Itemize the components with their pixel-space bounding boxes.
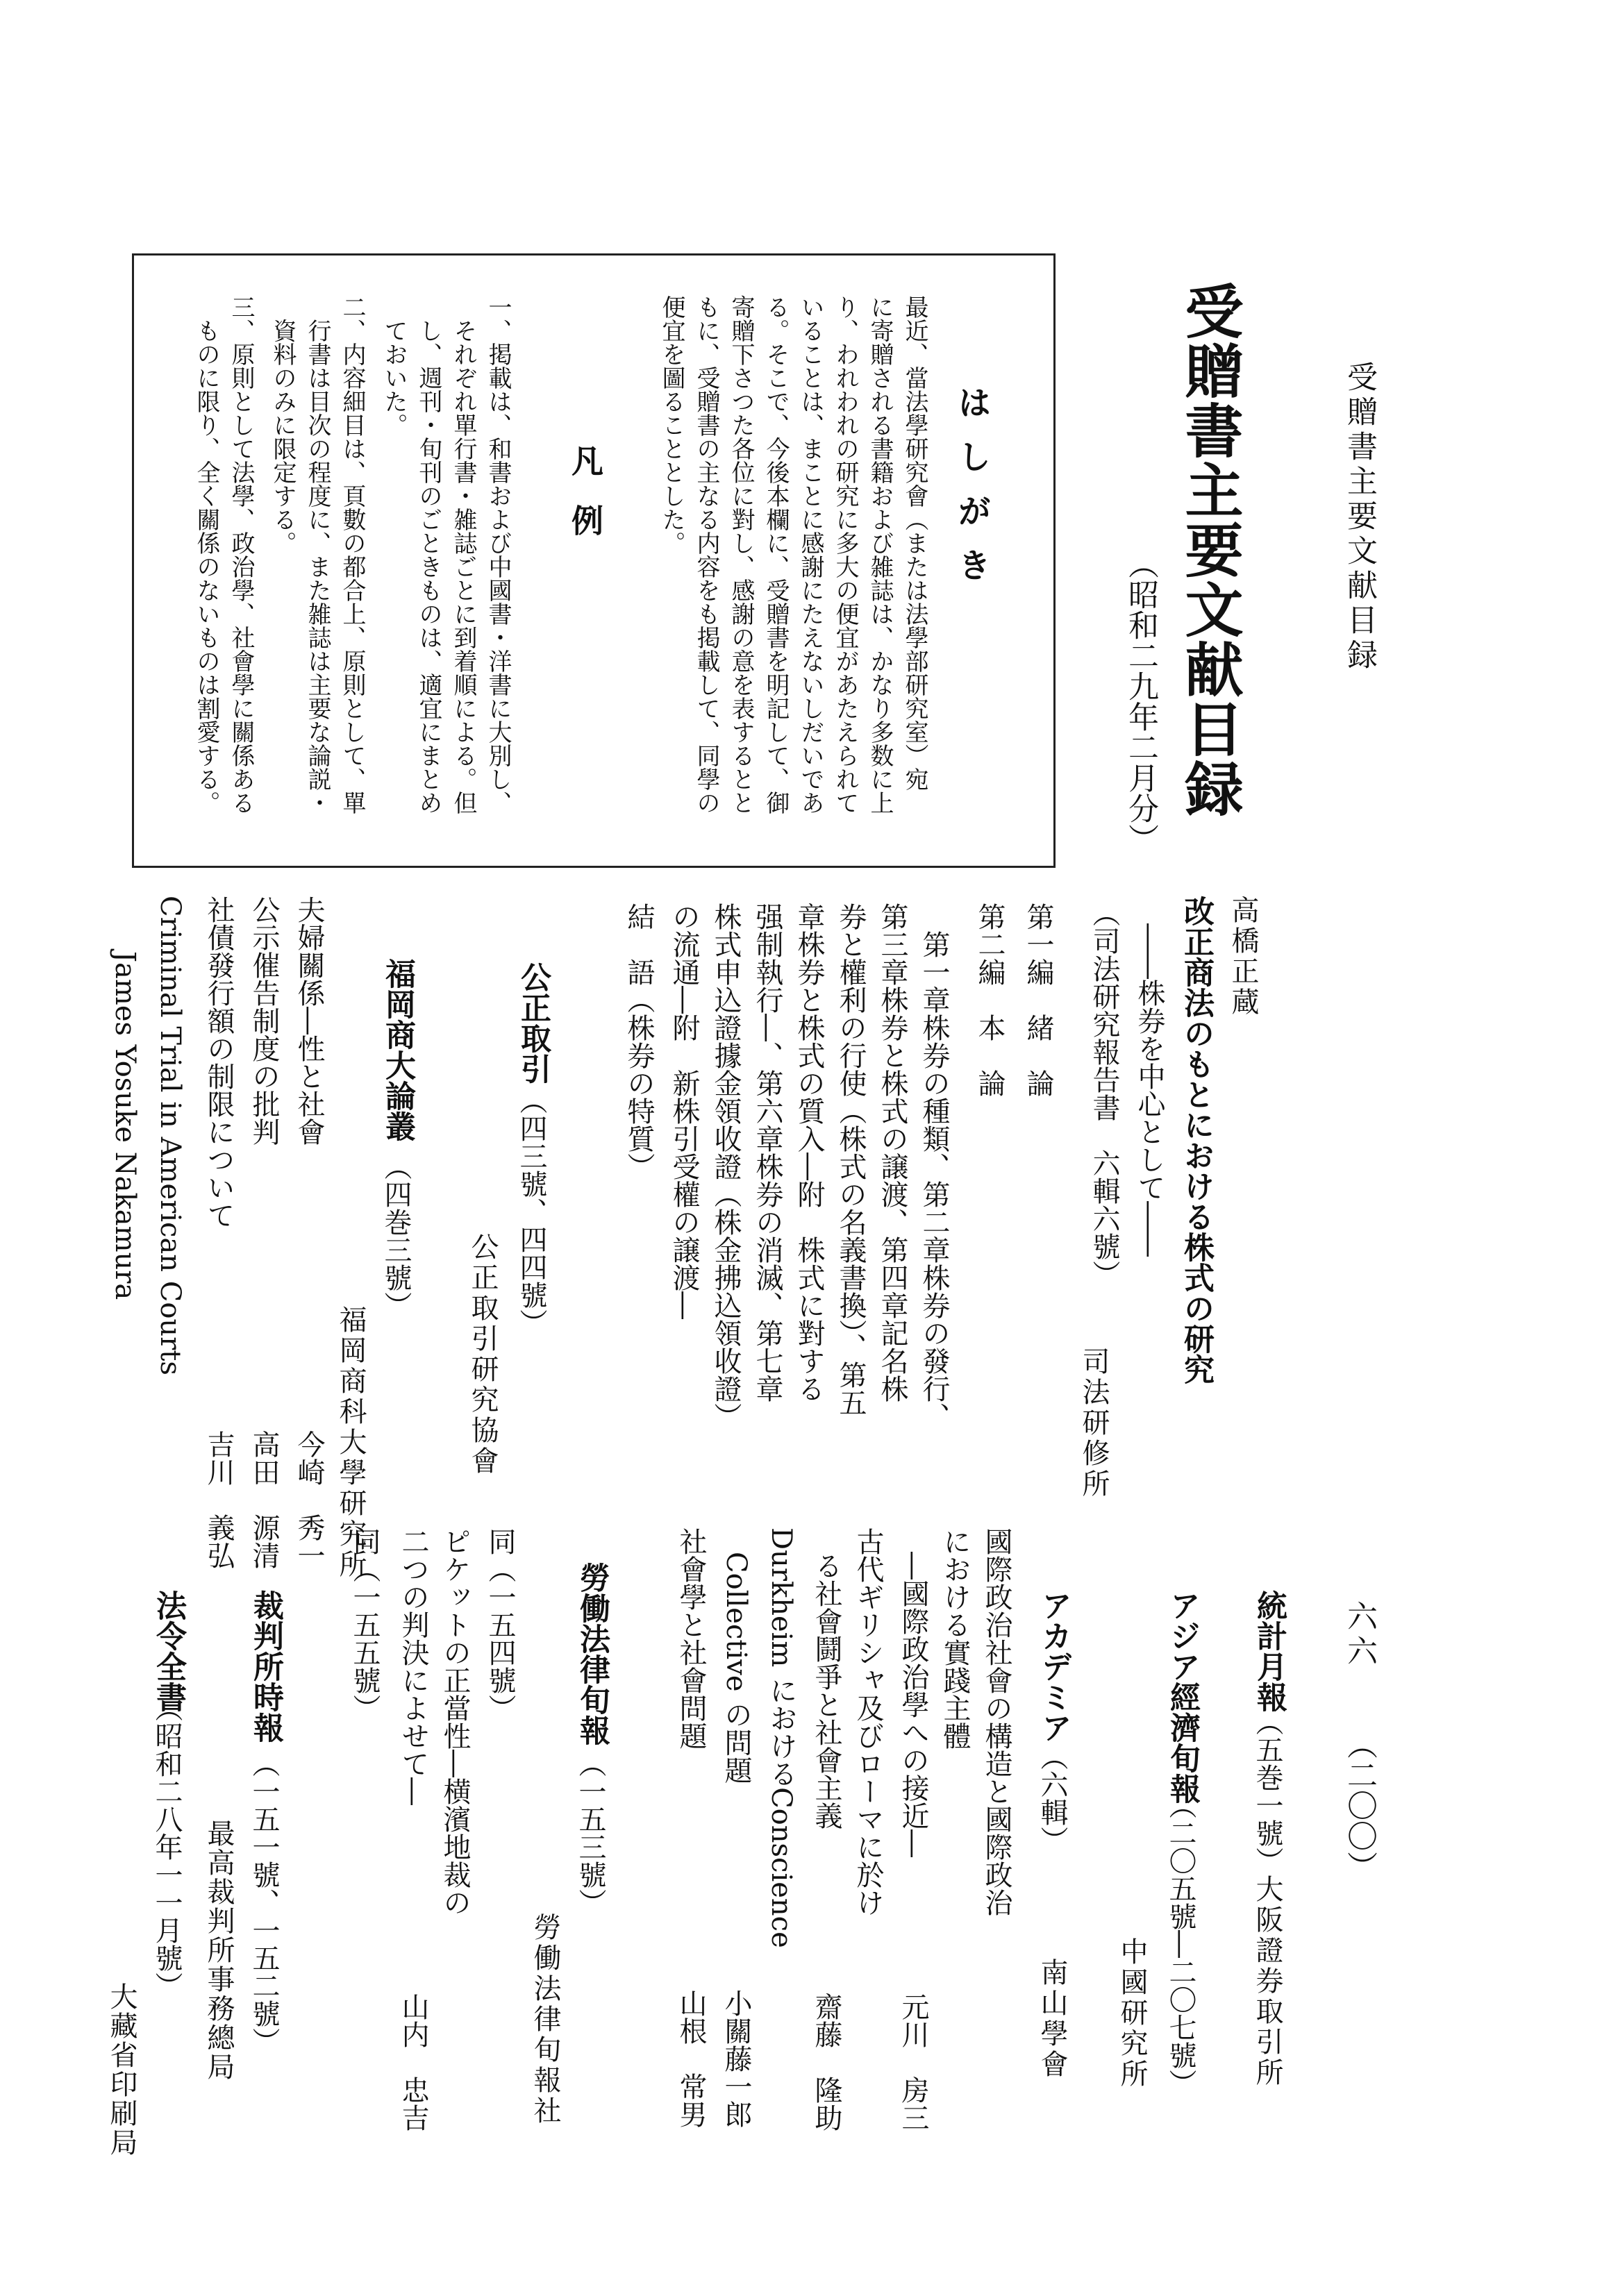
journal-hourei-issue: （昭和二八年一一月號） [151,1694,183,2000]
hanrei-line: 一、掲載は、和書および中國書・洋書に大別し、 [484,295,512,814]
running-title: 受贈書主要文献目録 [1342,361,1377,673]
article-author: 高田 源清 [248,1430,280,1569]
roudou-item-line: 同（一五四號） [484,1527,516,1722]
hanrei-line: ておいた。 [380,295,408,437]
academia-article-line: における實踐主體 [939,1527,971,1750]
book-subtitle: ――株券を中心として―― [1133,923,1165,1257]
hanrei-line: 行書は目次の程度に、また雑誌は主要な論説・ [303,295,331,814]
journal-academia-name: アカデミア [1036,1590,1071,1743]
main-title: 受贈書主要文献目録 [1176,281,1244,819]
hanrei-line: ものに限り、全く關係のないものは割愛する。 [192,295,220,814]
hashigaki-line: いることは、まことに感謝にたえないしだいであ [797,295,824,814]
academia-article-line: Collective の問題 [720,1552,752,1784]
hanrei-heading: 凡例 [567,444,604,564]
article-author: James Yosuke Nakamura [109,951,141,1300]
journal-roudou-issue: （一五三號） [574,1750,606,1916]
book-contents-line: 結 語（株券の特質） [623,903,655,1180]
journal-kousei-publisher: 公正取引研究協會 [467,1232,499,1477]
journal-asia-name: アジア經濟旬報 [1165,1590,1200,1804]
article-title: 公示催告制度の批判 [248,896,280,1146]
journal-fukuoka-issue: （四巻三號） [380,1153,412,1319]
journal-toukei-name: 統計月報 [1251,1590,1287,1712]
academia-article-line: Durkheim におけるConscience [765,1527,797,1948]
main-title-period: （昭和二九年二月分） [1123,548,1158,854]
journal-asia-publisher: 中國研究所 [1116,1937,1148,2090]
book-contents-line: 第二編 本 論 [974,903,1006,1097]
academia-article-author: 小關藤一郎 [720,1989,752,2128]
hanrei-line: 三、原則として法學、政治學、社會學に關係ある [227,295,255,814]
book-publisher: 司法研修所 [1078,1347,1110,1500]
journal-roudou-name: 勞働法律旬報 [574,1562,610,1745]
journal-saibansho-name: 裁判所時報 [248,1590,283,1743]
book-contents-line: 强制執行―、第六章株券の消滅、第七章 [751,903,783,1402]
journal-kousei-issue: （四三號、四四號） [515,1087,547,1336]
academia-article-author: 齋藤 隆助 [810,1993,842,2131]
hashigaki-line: り、われわれの研究に多大の便宜があたえられて [831,295,859,814]
book-contents-line: 株式申込證據金領收證（株金拂込領收證） [710,903,742,1430]
book-author: 高橋正蔵 [1227,896,1259,1018]
hashigaki-line: に寄贈される書籍および雑誌は、かなり多数に上 [866,295,894,814]
hashigaki-line: 寄贈下さつた各位に對し、感謝の意を表するとと [727,295,755,814]
hashigaki-line: 最近、當法學研究會（または法學部研究室）宛 [901,295,928,791]
hanrei-line: それぞれ單行書・雑誌ごとに到着順による。但 [449,295,477,814]
book-contents-line: 第三章株券と株式の譲渡、第四章記名株 [876,903,908,1402]
journal-hourei-publisher: 大藏省印刷局 [106,1982,137,2157]
journal-toukei-issue: （五巻一號） [1251,1708,1283,1875]
book-contents-line: の流通―附 新株引受權の譲渡― [668,903,700,1319]
article-title: 夫婦關係―性と社會 [293,896,325,1146]
journal-asia-issue: （二〇五號―二〇七號） [1165,1791,1196,2097]
journal-roudou-publisher: 勞働法律旬報社 [529,1913,561,2127]
journal-fukuoka-publisher: 福岡商科大學研究所 [335,1305,367,1580]
hanrei-line: 資料のみに限定する。 [269,295,297,555]
hashigaki-line: 便宜を圖ることとした。 [658,295,685,555]
academia-article-author: 元川 房三 [897,1993,929,2131]
academia-article-author: 山根 常男 [675,1989,707,2128]
journal-academia-publisher: 南山學會 [1036,1958,1068,2080]
academia-article-line: 社會學と社會問題 [675,1527,707,1750]
article-title: Criminal Trial in American Courts [154,896,186,1375]
journal-saibansho-publisher: 最高裁判所事務總局 [203,1819,235,2081]
hashigaki-line: もに、受贈書の主なる内容をも掲載して、同學の [692,295,720,814]
book-title: 改正商法のもとにおける株式の研究 [1178,896,1214,1384]
hashigaki-heading: はしがき [952,385,991,602]
book-series: （司法研究報告書 六輯六號） [1088,899,1120,1288]
article-author: 今崎 秀一 [293,1430,325,1569]
hanrei-line: 二、内容細目は、頁數の都合上、原則として、單 [338,295,366,814]
academia-article-line: ―國際政治學への接近― [897,1552,929,1857]
hashigaki-line: る。そこで、今後本欄に、受贈書を明記して、御 [762,295,790,814]
academia-article-line: 古代ギリシャ及びローマに於け [852,1527,884,1916]
book-contents-line: 第一編 緒 論 [1022,903,1054,1097]
article-author: 吉川 義弘 [203,1430,235,1569]
journal-toukei-publisher: 大阪證券取引所 [1251,1875,1283,2088]
journal-saibansho-issue: （一五一號、一五二號） [248,1750,280,2055]
book-contents-line: 第一章株券の種類、第二章株券の發行、 [918,903,950,1430]
journal-fukuoka-name: 福岡商大論叢 [380,958,415,1141]
roudou-item-line: ピケットの正當性―横濱地裁の [439,1527,471,1916]
academia-article-line: る社會鬪爭と社會主義 [810,1552,842,1829]
roudou-item-line: 同（一五五號） [349,1527,381,1722]
roudou-item-line: 二つの判決によせて― [397,1527,429,1805]
journal-kousei-name: 公正取引 [515,962,551,1084]
hanrei-line: し、週刊・旬刊のごときものは、適宜にまとめ [415,295,442,814]
journal-academia-issue: （六輯） [1036,1743,1068,1854]
book-contents-line: 券と權利の行使（株式の名義書換）、第五 [835,903,867,1416]
journal-hourei-name: 法令全書 [151,1590,186,1712]
page-number: （二〇〇） [1342,1729,1377,1882]
academia-article-line: 國際政治社會の構造と國際政治 [981,1527,1012,1916]
page-number-kanji: 六六 [1342,1600,1377,1670]
article-title: 社債發行額の制限について [203,896,235,1229]
roudou-item-author: 山内 忠吉 [397,1993,429,2131]
book-contents-line: 章株券と株式の質入―附 株式に對する [793,903,825,1402]
